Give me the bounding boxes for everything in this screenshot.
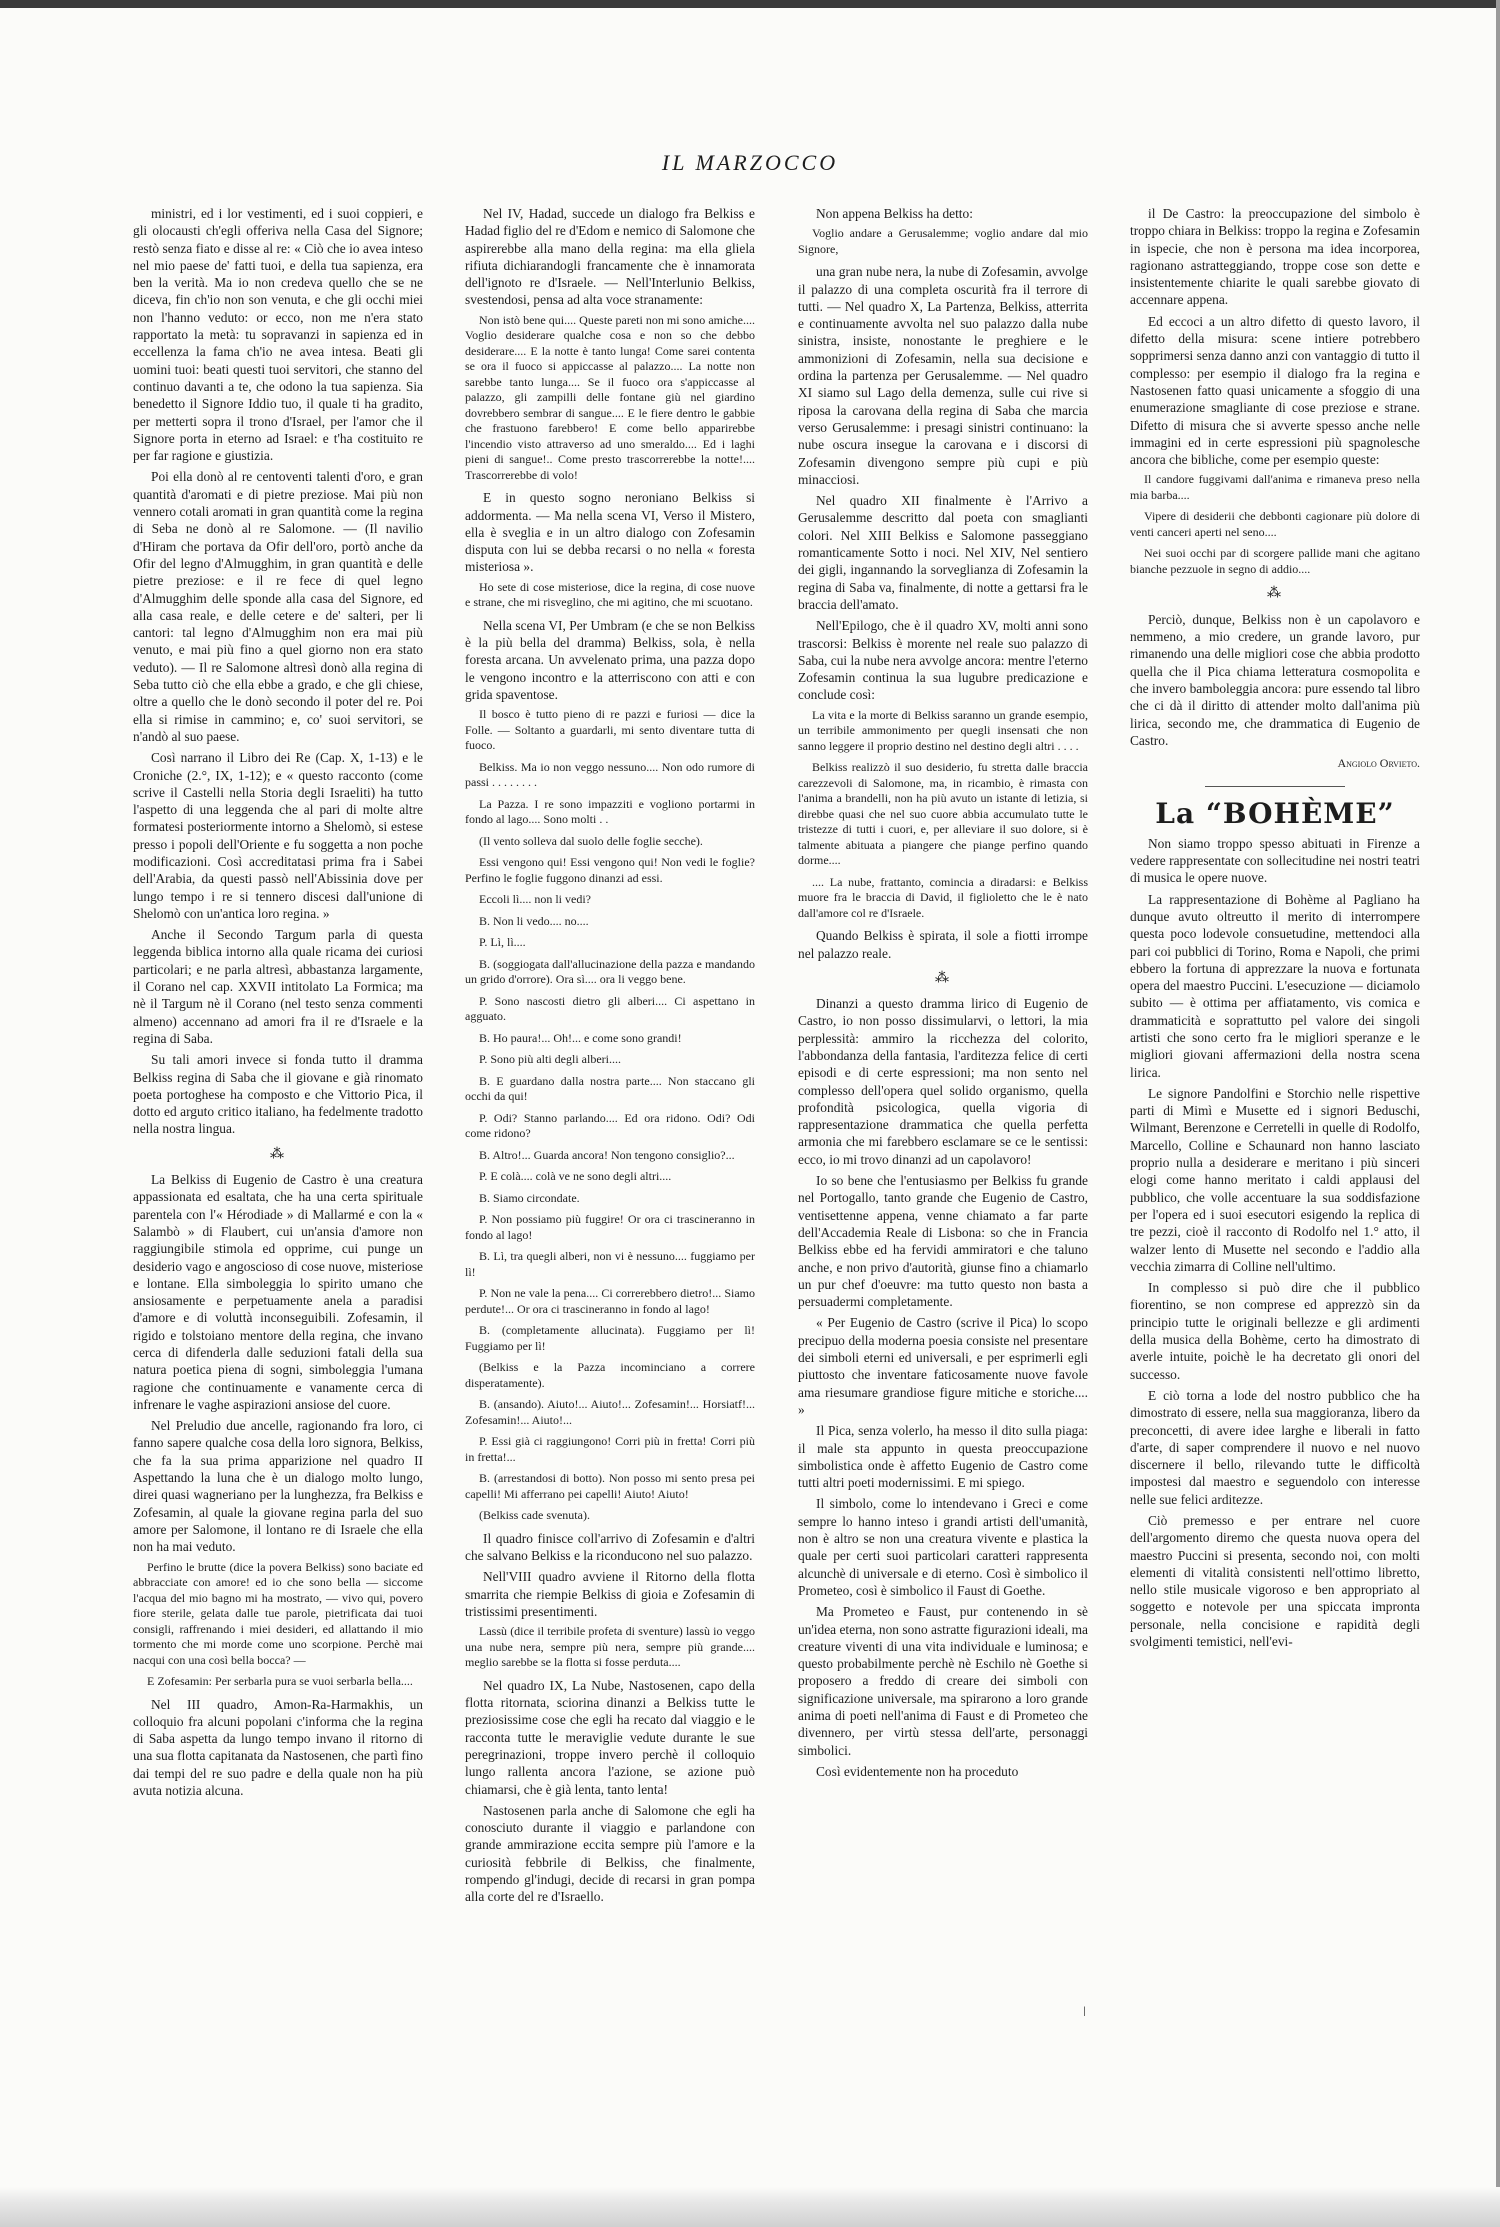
scan-top-edge — [0, 0, 1500, 8]
quoted-passage: Perfino le brutte (dice la povera Belkiss) sono baciate ed abbracciate con amore! ed io che sono bella — siccome l'acqua del mio bagno mi ha mostrato, — vivo qui, povero fiore sterile, gelata dalle tue parole, pietrificata dai tuoi consigli, raffrenando i miei desideri, ed allattando il mio tormento che mi morde come uno scorpione. Perchè mai nacqui con una così bella bocca? — — [133, 1559, 423, 1667]
paragraph: Così evidentemente non ha proceduto — [816, 1763, 1019, 1779]
quoted-passage: Vipere di desiderii che debbonti cagionare più dolore di venti canceri aperti nel seno.... — [1130, 509, 1420, 539]
dialogue-line: P. Sono più alti degli alberi.... — [479, 1052, 621, 1067]
paragraph: Nell'Epilogo, che è il quadro XV, molti anni sono trascorsi: Belkiss è morente nel reale suo palazzo di Saba, cui la nube nera avvolge ancora: mentre l'eterno Zofesamin continua la sua lugubre predicazione e conclude così: — [798, 618, 1088, 703]
dialogue-line: B. Siamo circondate. — [479, 1190, 580, 1205]
paragraph: E ciò torna a lode del nostro pubblico che ha dimostrato di essere, nella sua maggioranza, libero da preconcetti, di avere idee larghe e liberali in fatto d'arte, di saper comprendere il nuovo e nel nuovo discernere il bello, rilevando tutte le difficoltà impostesi dal maestro e seguendolo con interesse nelle sue felici arditezze. — [1130, 1387, 1420, 1507]
quoted-passage: E Zofesamin: Per serbarla pura se vuoi serbarla bella.... — [147, 1674, 413, 1689]
quoted-passage: Il candore fuggivami dall'anima e rimaneva preso nella mia barba.... — [1130, 472, 1420, 502]
paragraph: Quando Belkiss è spirata, il sole a fiotti irrompe nel palazzo reale. — [798, 928, 1088, 961]
dialogue-line: Il bosco è tutto pieno di re pazzi e furiosi — dice la Folle. — Soltanto a guardarli, mi sento diventare tutta di fuoco. — [465, 707, 755, 753]
quoted-passage: Lassù (dice il terribile profeta di sventure) lassù io veggo una nube nera, sempre più nera, sempre più grande.... meglio sarebbe se la flotta si fosse perduta.... — [465, 1624, 755, 1670]
paragraph: Così narrano il Libro dei Re (Cap. X, 1-13) e le Croniche (2.°, IX, 1-12); e « questo racconto (come scrive il Castelli nella Storia degli Israeliti) ha tutto l'aspetto di una leggenda che al pari di molte altre formatesi posteriormente intorno a Shelomò, si estese presso i popoli dell'Oriente e fu soggetta a non poche modificazioni. Così accreditatasi prima fra i Sabei dell'Arabia, da questi passò nell'Abissinia dove per lungo tempo i re si tennero discesi dall'unione di Shelomò con un'antica loro regina. » — [133, 750, 423, 921]
dialogue-line: P. Sono nascosti dietro gli alberi.... Ci aspettano in agguato. — [465, 993, 755, 1024]
paragraph: Nel quadro IX, La Nube, Nastosenen, capo della flotta ritornata, sciorina dinanzi a Belkiss tutte le preziosissime cose che egli ha recato dal viaggio e le racconta tutte le meraviglie vedute durante le sue peregrinazioni, troppe invero perchè il colloquio lungo rallenta ancora l'azione, se azione può chiamarsi, che è già lenta, tanto lenta! — [465, 1677, 755, 1797]
paragraph: Non siamo troppo spesso abituati in Firenze a vedere rappresentate con sollecitudine nei nostri teatri di musica le opere nuove. — [1130, 835, 1420, 886]
paragraph: Il quadro finisce coll'arrivo di Zofesamin e d'altri che salvano Belkiss e la riconducono nel suo palazzo. — [465, 1530, 755, 1564]
quoted-passage: Non istò bene qui.... Queste pareti non mi sono amiche.... Voglio desiderare qualche cosa e non so che debbo desiderare.... E la notte è tanto lunga! Come sarei contenta se ora il fuoco si appiccasse al palazzo.... La notte non sarebbe tanto lunga.... Se il fuoco ora s'appiccasse al palazzo, gli zampilli delle fontane giù nel giardino dovrebbero sembrar di sangue.... E le fiere dentro le gabbie che frastuono farebbero! E come bello apparirebbe l'incendio visto attraverso ad uno smeraldo.... Ed i laghi pieni di sangue!.. Come presto trascorrerebbe la notte!.... Trascorrerebbe di volo! — [465, 312, 755, 482]
quoted-passage: Ho sete di cose misteriose, dice la regina, di cose nuove e strane, che mi risveglino, che mi agitino, che mi scuotano. — [465, 579, 755, 610]
paragraph: una gran nube nera, la nube di Zofesamin, avvolge il palazzo di una completa oscurità fra il terrore di tutti. — Nel quadro X, La Partenza, Belkiss, atterrita e continuamente avvolta nel suo palazzo dalla nube sinistra, insiste, nonostante le preghiere e le ammonizioni di Zofesamin, nella sua decisione e ordina la partenza per Gerusalemme. — Nel quadro XI siamo sul Lago della demenza, sulle cui rive si riposa la carovana della regina di Saba che marcia verso Gerusalemme: i presagi sinistri continuano: la nube oscura insegue la carovana e i discorsi di Zofesamin divengono sempre più cupi e più minacciosi. — [798, 264, 1088, 487]
dialogue-line: B. Altro!... Guarda ancora! Non tengono consiglio?... — [479, 1147, 735, 1162]
paragraph: il De Castro: la preoccupazione del simbolo è troppo chiara in Belkiss: troppo la regina e Zofesamin in ispecie, che non è persona ma idea incorporea, ragionano astratteggiando, troppe cose son dette e insistentemente chiarite le quali sarebbe giovato di accennare appena. — [1130, 206, 1420, 308]
margin-mark: ǀ — [1083, 2005, 1086, 2020]
dialogue-line: B. (arrestandosi di botto). Non posso mi sento presa pei capelli! Mi afferrano pei capelli! Aiuto! Aiuto! — [465, 1471, 755, 1501]
column-3 — [798, 205, 1088, 2175]
dialogue-line: Essi vengono qui! Essi vengono qui! Non vedi le foglie? Perfino le foglie fuggono dinanzi ad essi. — [465, 855, 755, 885]
quoted-passage: Belkiss realizzò il suo desiderio, fu stretta dalle braccia carezzevoli di Salomone, ma, in ricambio, è rimasta con l'anima a brandelli, non ha più avuto un istante di letizia, si direbbe quasi che nel suo cuore abbia accumulato tutte le tristezze di tutti i cuori, e, per alleviare il suo dolore, si è talmente abituata a piangere che piange perfino quando dorme.... — [798, 760, 1088, 868]
dialogue-line: (Belkiss cade svenuta). — [479, 1508, 590, 1523]
paragraph: Poi ella donò al re centoventi talenti d'oro, e gran quantità d'aromati e di pietre preziose. Mai più non vennero cotali aromati in gran quantità come la regina di Seba ne donò al re Salomone. — (Il navilio d'Hiram che portava da Ofir dell'oro, portò anche da Ofir del legno d'Almugghim, in gran quantità e delle pietre preziose: e il re fece di quel legno d'Almugghim delle sponde alla casa del Signore, ed alla casa reale, e delle cetere e de' salteri, per li cantori: tal legno d'Almugghim non era mai più venuto, e mai più fino a quel giorno non era stato veduto). — Il re Salomone altresì donò alla regina di Seba tutto ciò che ella ebbe a grado, e che gli chiese, oltre a quello che le donò secondo il poter del re. Poi ella si rimise in cammino; e, co' suoi servitori, se n'andò al suo paese. — [133, 469, 423, 744]
article-divider — [1205, 786, 1345, 787]
paragraph: Ciò premesso e per entrare nel cuore dell'argomento diremo che questa nuova opera del maestro Puccini si presenta, secondo noi, con molti elementi di vitalità consistenti nell'ottimo libretto, nello stile musicale vigoroso e ben appropriato al soggetto e notevole per una spiccata impronta personale, nella concisione e rapidità degli svolgimenti temistici, nell'evi- — [1130, 1513, 1420, 1650]
dialogue-line: B. (ansando). Aiuto!... Aiuto!... Zofesamin!... Horsiatf!... Zofesamin!... Aiuto!... — [465, 1397, 755, 1427]
dialogue-line: P. Essi già ci raggiungono! Corri più in fretta! Corri più in fretta!... — [465, 1434, 755, 1464]
article-headline: La “BOHÈME” — [1155, 797, 1395, 831]
quoted-passage: Nei suoi occhi par di scorgere pallide mani che agitano bianche pezzuole in segno di addio.... — [1130, 546, 1420, 576]
paragraph: Nel quadro XII finalmente è l'Arrivo a Gerusalemme descritto dal poeta con smaglianti colori. Nel XIII Belkiss e Salomone passeggiano romanticamente Sotto i noci. Nel XIV, Nel sentiero dei gigli, ingannando la sorveglianza di Zofesamin la regina di Saba va, finalmente, di notte a gettarsi fra le braccia dell'amato. — [798, 493, 1088, 612]
paragraph: Io so bene che l'entusiasmo per Belkiss fu grande nel Portogallo, tanto grande che Eugenio de Castro, ventisettenne appena, venne chiamato a far parte dell'Accademia Reale di Lisbona: so che in Francia Belkiss ebbe ed ha fervidi ammiratori e che taluno anche, e non privo d'autorità, giunse fino a chiamarlo un pur chef d'oeuvre: ma tutto questo non basta a persuadermi completamente. — [798, 1173, 1088, 1310]
paragraph: Non appena Belkiss ha detto: — [816, 206, 973, 221]
dialogue-line: B. E guardano dalla nostra parte.... Non staccano gli occhi da qui! — [465, 1073, 755, 1104]
quoted-passage: Voglio andare a Gerusalemme; voglio andare dal mio Signore, — [798, 226, 1088, 256]
column-2 — [465, 205, 755, 2175]
quoted-passage: .... La nube, frattanto, comincia a diradarsi: e Belkiss muore fra le braccia di David, il figlioletto che le è nato dall'amore col re d'Israele. — [798, 874, 1088, 920]
dialogue-line: (Belkiss e la Pazza incominciano a correre disperatamente). — [465, 1360, 755, 1390]
paragraph: La rappresentazione di Bohème al Pagliano ha dunque avuto oltreutto il merito di interrompere questa poco lodevole consuetudine, mettendoci alla pari coi pubblici di Torino, Roma e Napoli, che primi ebbero la fortuna di apprezzare la nuova e fortunata opera del maestro Puccini. L'esecuzione — diciamolo subito — è ottima per affiatamento, vis comica e drammaticità e soprattutto pel valore dei singoli artisti che sono certo fra le migliori speranze e le migliori giovani affermazioni della nostra scena lirica. — [1130, 891, 1420, 1080]
scan-bottom-edge — [0, 2187, 1500, 2227]
paragraph: In complesso si può dire che il pubblico fiorentino, se non comprese ed apprezzò sin da principio tutte le originali bellezze e gli ardimenti della musica della Bohème, certo ha dimostrato di averle intuite, poichè le ha decretato gli onori del successo. — [1130, 1280, 1420, 1382]
paragraph: Nella scena VI, Per Umbram (e che se non Belkiss è la più bella del dramma) Belkiss, sola, è nella foresta arcana. Un avvelenato prima, una pazza dopo le vengono incontro e la atterriscono con atti e con grida spaventose. — [465, 617, 755, 702]
dialogue-line: P. Non possiamo più fuggire! Or ora ci trascineranno in fondo al lago! — [465, 1212, 755, 1242]
column-1 — [133, 205, 423, 2175]
dialogue-line: B. (soggiogata dall'allucinazione della pazza e mandando un grido d'orrore). Ora sì.... ora li veggo bene. — [465, 956, 755, 987]
paragraph: E in questo sogno neroniano Belkiss si addormenta. — Ma nella scena VI, Verso il Mistero, ella è sveglia e in un altro dialogo con Zofesamin disputa con lui se debba recarsi o no nella « foresta misteriosa ». — [465, 490, 755, 575]
paragraph: Il simbolo, come lo intendevano i Greci e come sempre lo hanno inteso i grandi artisti dell'umanità, non è altro se non una creatura vivente e plastica la quale per certi suoi particolari caratteri rappresenta alcunchè di universale e di eterno. Così è simbolico il Prometeo, così è simbolico il Faust di Goethe. — [798, 1496, 1088, 1598]
paragraph: Nel Preludio due ancelle, ragionando fra loro, ci fanno sapere qualche cosa della loro signora, Belkiss, che fa la sua prima apparizione nel quadro II Aspettando la luna che è un dialogo molto lungo, direi quasi wagneriano per la lunghezza, fra Belkiss e Zofesamin, al quale la giovane regina parla del suo amore per Salomone, il lontano re di Israele che ella non ha mai veduto. — [133, 1418, 423, 1555]
section-separator: ⁂ — [1267, 586, 1283, 602]
dialogue-line: P. E colà.... colà ve ne sono degli altri.... — [479, 1169, 672, 1184]
dialogue-line: La Pazza. I re sono impazziti e vogliono portarmi in fondo al lago.... Sono molti . . — [465, 796, 755, 827]
dialogue-line: (Il vento solleva dal suolo delle foglie secche). — [479, 833, 703, 848]
paragraph: Nastosenen parla anche di Salomone che egli ha conosciuto durante il viaggio e parlandone con grande ammirazione eccita sempre più l'amore e la curiosità febbrile di Belkiss, che finalmente, rompendo gl'indugi, decide di recarsi in gran pompa alla corte del re d'Israello. — [465, 1802, 755, 1905]
paragraph: La Belkiss di Eugenio de Castro è una creatura appassionata ed esaltata, che ha una certa spirituale parentela con l'« Hérodiade » di Mallarmé e con la « Salambò » di Flaubert, cui un'ansia d'amore non raggiungibile stimola ed opprime, cui punge un desiderio vago e angoscioso di cose nuove, misteriose e lontane. Ella simboleggia lo spirito umano che ansiosamente e perpetuamente anela a paradisi d'amore e di voluttà inconseguibili. Zofesamin, il rigido e tolstoiano mentore della regina, che invano cerca di difenderla dalle seduzioni fatali della sua natura poetica piena di sogni, simboleggia l'umana ragione che continuamente e vanamente cerca di infrenare le vaghe aspirazioni ansiose del cuore. — [133, 1172, 423, 1412]
dialogue-line: P. Non ne vale la pena.... Ci correrebbero dietro!... Siamo perdute!... Or ora ci trascineranno in fondo al lago! — [465, 1286, 755, 1316]
dialogue-line: B. Lì, tra quegli alberi, non vi è nessuno.... fuggiamo per lì! — [465, 1249, 755, 1279]
paragraph: Su tali amori invece si fonda tutto il dramma Belkiss regina di Saba che il giovane e già rinomato poeta portoghese ha composto e che Vittorio Pica, il dotto ed arguto critico italiano, ha fedelmente tradotto nella nostra lingua. — [133, 1052, 423, 1137]
paragraph: Ed eccoci a un altro difetto di questo lavoro, il difetto della misura: scene intiere potrebbero sopprimersi senza danno anzi con vantaggio di tutto il complesso: per esempio il dialogo fra la regina e Nastosenen fatto quasi unicamente a sfoggio di una enumerazione smagliante di cose preziose e strane. Difetto di misura che si avverte spesso anche nelle immagini ed in certe espressioni più spagnolesche ancora che bibliche, come per esempio queste: — [1130, 313, 1420, 468]
dialogue-line: P. Odi? Stanno parlando.... Ed ora ridono. Odi? Odi come ridono? — [465, 1110, 755, 1141]
paragraph: Nel IV, Hadad, succede un dialogo fra Belkiss e Hadad figlio del re d'Edom e nemico di Salomone che aspirerebbe alla mano della regina: ma ella gliela rifiuta dichiarandogli francamente che è innamorata dell'ignoto re d'Israele. — Nell'Interlunio Belkiss, svestendosi, pensa ad alta voce stranamente: — [465, 206, 755, 308]
dialogue-line: P. Lì, lì.... — [479, 935, 526, 950]
column-4 — [1130, 205, 1420, 2175]
author-signature: Angiolo Orvieto. — [1337, 756, 1420, 771]
dialogue-line: Belkiss. Ma io non veggo nessuno.... Non odo rumore di passi . . . . . . . . — [465, 759, 755, 790]
dialogue-line: B. Ho paura!... Oh!... e come sono grandi! — [479, 1030, 682, 1045]
quoted-passage: La vita e la morte di Belkiss saranno un grande esempio, un terribile ammonimento per quegli insensati che non sanno leggere il proprio destino nel destino degli altri . . . . — [798, 707, 1088, 753]
section-separator: ⁂ — [270, 1146, 286, 1162]
paragraph: ministri, ed i lor vestimenti, ed i suoi coppieri, e gli olocausti ch'egli offeriva nella Casa del Signore; restò senza fiato e disse al re: « Ciò che io avea inteso nel mio paese de' fatti tuoi, e della tua sapienza, era ben la verità. Ma io non credeva quello che se ne diceva, fin ch'io non son venuta, e che gli occhi miei non l'hanno veduto: or ecco, non me n'era stato rapportato la metà: tu sopravanzi in sapienza ed in eccellenza la fama ch'io ne avea intesa. Beati gli uomini tuoi: beati questi tuoi servitori, che stanno del continuo davanti a te, che odono la tua sapienza. Sia benedetto il Signore Iddio tuo, il quale ti ha gradito, per metterti sopra il trono d'Israel, per l'amor che il Signore porta in eterno ad Israel: e t'ha costituito re per far ragione e giustizia. — [133, 206, 423, 464]
paragraph: Ma Prometeo e Faust, pur contenendo in sè un'idea eterna, non sono astratte figurazioni ideali, ma creature viventi di una vita individuale e luminosa; e questo probabilmente perchè nè Eschilo nè Goethe si proposero a freddo di creare dei simboli con significazione universale, ma spirarono a loro grande anima di poeti nell'anima di Faust e di Prometeo che divennero, per virtù stessa dell'arte, personaggi simbolici. — [798, 1604, 1088, 1758]
paragraph: Nel III quadro, Amon-Ra-Harmakhis, un colloquio fra alcuni popolani c'informa che la regina di Saba aspetta da lungo tempo invano il ritorno di una sua flotta capitanata da Nastosenen, che partì fino dai tempi del re suo padre e della quale non ha più avuta notizia alcuna. — [133, 1696, 423, 1799]
scan-right-edge — [1496, 0, 1500, 2227]
paragraph: « Per Eugenio de Castro (scrive il Pica) lo scopo precipuo della moderna poesia consiste nel presentare dei simboli eterni ed universali, e per esprimerli egli piuttosto che inventare faticosamente nuove favole ama riesumare grandiose figure mitiche e storiche.... » — [798, 1315, 1088, 1417]
paragraph: Anche il Secondo Targum parla di questa leggenda biblica intorno alla quale ricama dei curiosi particolari; e ne parla altresì, abbastanza largamente, il Corano nel cap. XXVII intitolato La Formica; ma nè il Targum nè il Corano (nel testo senza commenti almeno) accennano ad amori fra il re d'Israele e la regina di Saba. — [133, 927, 423, 1046]
dialogue-line: Eccoli lì.... non li vedi? — [479, 892, 591, 907]
paragraph: Nell'VIII quadro avviene il Ritorno della flotta smarrita che riempie Belkiss di gioia e Zofesamin di tristissimi presentimenti. — [465, 1569, 755, 1619]
paragraph: Perciò, dunque, Belkiss non è un capolavoro e nemmeno, a mio credere, un grande lavoro, pur rimanendo una delle migliori cose che abbia prodotto quella che il Pica chiama letteratura cosmopolita e che invero bamboleggia ancora: pure essendo tal libro che ci dà il diritto di attender molto dall'anima più lirica, secondo me, che drammatica di Eugenio de Castro. — [1130, 611, 1420, 748]
paragraph: Il Pica, senza volerlo, ha messo il dito sulla piaga: il male sta appunto in questa preoccupazione simbolistica onde è affetto Eugenio de Castro come tutti altri poeti modernissimi. E mi spiego. — [798, 1423, 1088, 1491]
paragraph: Dinanzi a questo dramma lirico di Eugenio de Castro, io non posso dissimularvi, o lettori, la mia perplessità: ammiro la ricchezza del colorito, l'abbondanza della fantasia, l'arditezza felice di certi episodi e di certe espressioni; ma non sento nel complesso dell'opera quel solido organismo, quella profondità psicologica, quella vigoria di rappresentazione drammatica che quella perfetta armonia che mi farebbero esclamare se ce le sentissi: ecco, io mi trovo dinanzi ad un capolavoro! — [798, 996, 1088, 1167]
dialogue-line: B. Non li vedo.... no.... — [479, 913, 589, 928]
paragraph: Le signore Pandolfini e Storchio nelle rispettive parti di Mimì e Musette ed i signori Beduschi, Wilmant, Berenzone e Cerretelli in quelle di Rodolfo, Marcello, Colline e Schaunard non hanno lasciato proprio nulla a desiderare e meritano i più sinceri elogi come hanno meritato i caldi applausi del pubblico, che volle accentuare la sua soddisfazione per l'opera ed i suoi esecutori esigendo la replica di tre pezzi, cioè il racconto di Rodolfo nel 1.° atto, il walzer lento di Musette nel secondo e l'addio alla vecchia zimarra di Colline nell'ultimo. — [1130, 1085, 1420, 1274]
section-separator: ⁂ — [935, 970, 951, 986]
masthead-title: IL MARZOCCO — [661, 150, 839, 175]
dialogue-line: B. (completamente allucinata). Fuggiamo per lì! Fuggiamo per lì! — [465, 1323, 755, 1353]
